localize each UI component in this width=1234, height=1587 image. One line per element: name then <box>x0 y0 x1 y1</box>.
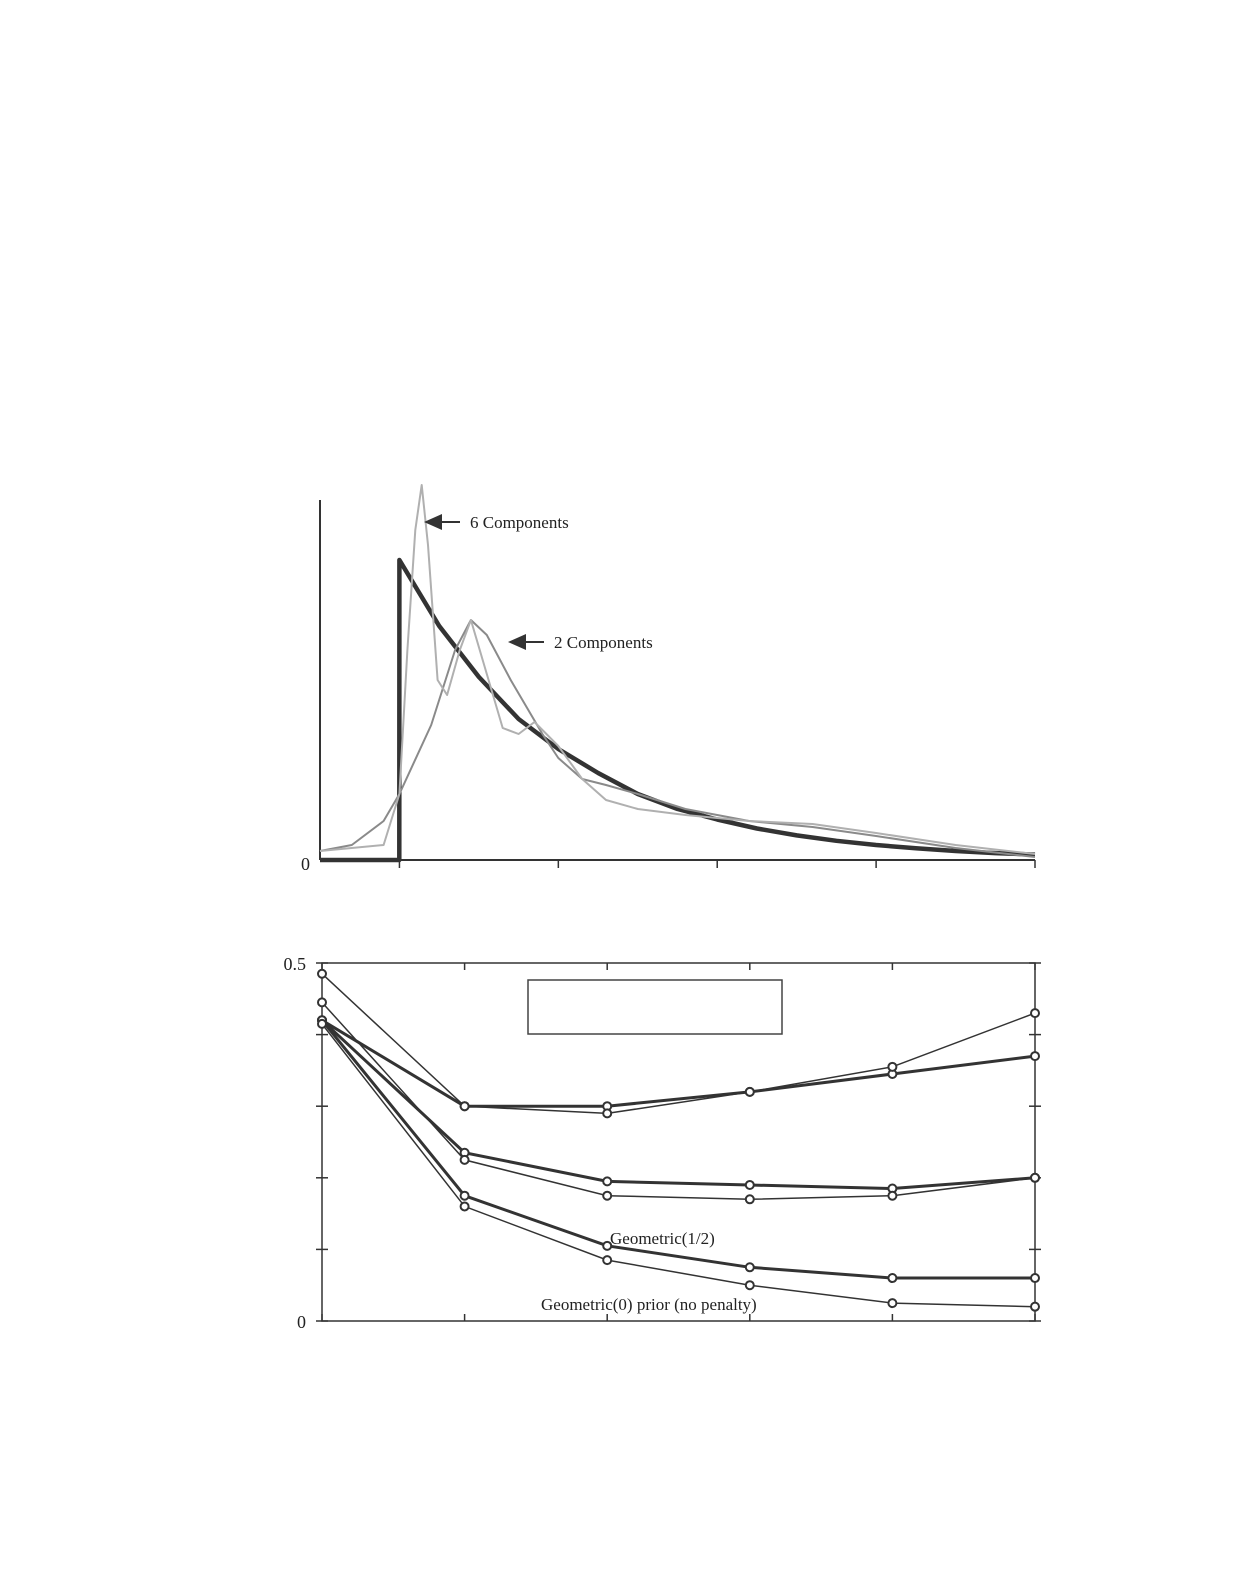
bottom-series-5-point-1 <box>461 1202 469 1210</box>
bottom-series-2-point-2 <box>603 1177 611 1185</box>
bottom-series-5-point-4 <box>888 1299 896 1307</box>
density-chart <box>301 485 1035 874</box>
bottom-series-1-point-0 <box>318 970 326 978</box>
bottom-y-top-label: 0.5 <box>283 954 306 974</box>
top-series-line-1 <box>320 620 1035 857</box>
bottom-series-line-2 <box>322 1020 1035 1188</box>
top-series-line-2 <box>320 485 1035 854</box>
bottom-series-4-point-5 <box>1031 1274 1039 1282</box>
bottom-series-5-point-2 <box>603 1256 611 1264</box>
annotation-2-components-label: 2 Components <box>554 633 653 652</box>
bottom-series-3-point-0 <box>318 998 326 1006</box>
bottom-y-zero-label: 0 <box>297 1312 306 1332</box>
bottom-series-4-point-4 <box>888 1274 896 1282</box>
bottom-series-5-point-5 <box>1031 1303 1039 1311</box>
bottom-series-line-5 <box>322 1024 1035 1307</box>
annotation-2-components <box>508 633 653 652</box>
bottom-series-1-point-2 <box>603 1109 611 1117</box>
bottom-series-5-point-3 <box>746 1281 754 1289</box>
bottom-series-3-point-1 <box>461 1156 469 1164</box>
annotation-6-components <box>424 513 569 532</box>
bottom-series-5-point-0 <box>318 1020 326 1028</box>
bottom-series-1-point-4 <box>888 1063 896 1071</box>
annotation-geometric-half: Geometric(1/2) <box>610 1229 715 1248</box>
annotation-geometric-zero: Geometric(0) prior (no penalty) <box>541 1295 757 1314</box>
bottom-series-4-point-1 <box>461 1192 469 1200</box>
top-y-zero-label: 0 <box>301 854 310 874</box>
legend-box <box>528 980 782 1034</box>
bottom-series-2-point-3 <box>746 1181 754 1189</box>
bottom-series-3-point-3 <box>746 1195 754 1203</box>
annotation-6-components-label: 6 Components <box>470 513 569 532</box>
bottom-series-0-point-5 <box>1031 1052 1039 1060</box>
top-series-group <box>320 485 1035 860</box>
bottom-series-1-point-1 <box>461 1102 469 1110</box>
bottom-series-3-point-5 <box>1031 1174 1039 1182</box>
penalty-chart <box>284 954 1042 1332</box>
bottom-series-3-point-4 <box>888 1192 896 1200</box>
bottom-series-3-point-2 <box>603 1192 611 1200</box>
bottom-series-1-point-3 <box>746 1088 754 1096</box>
arrow-head-icon <box>508 634 526 650</box>
bottom-series-4-point-3 <box>746 1263 754 1271</box>
bottom-series-1-point-5 <box>1031 1009 1039 1017</box>
top-x-ticks <box>399 860 1035 868</box>
